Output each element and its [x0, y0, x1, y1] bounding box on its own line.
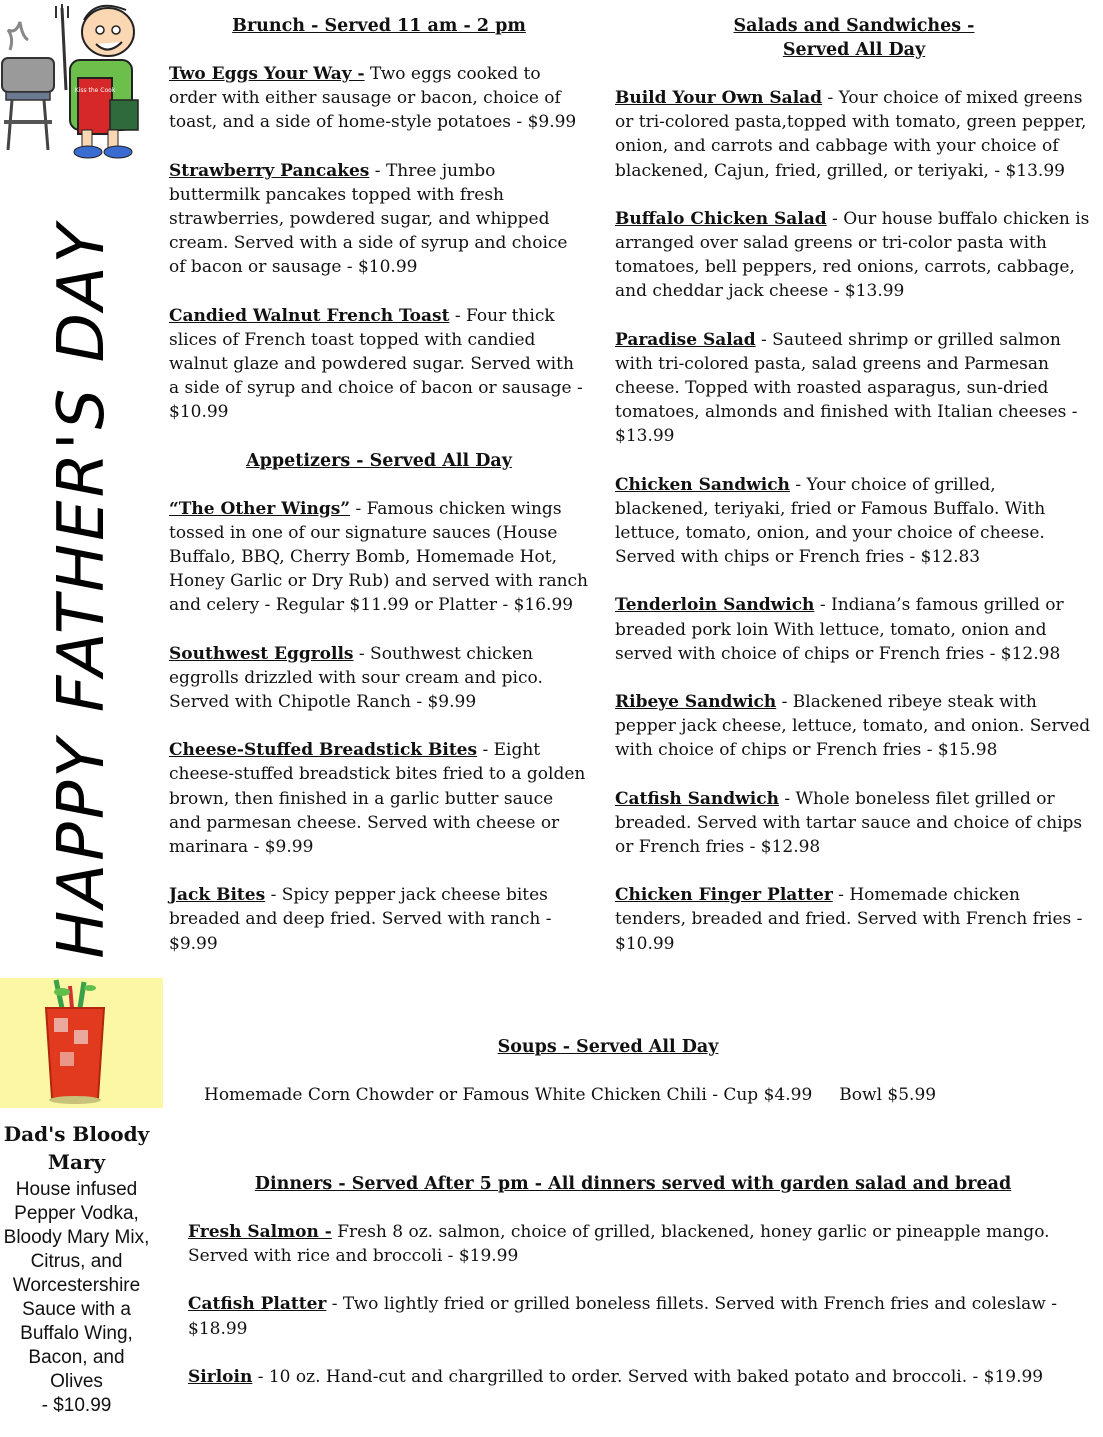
item-desc: - 10 oz. Hand-cut and chargrilled to order. Served with baked potato and broccoli. - $19.99 [252, 1366, 1044, 1387]
menu-item [615, 473, 1093, 570]
item-name: Fresh Salmon - [188, 1222, 332, 1242]
bloody-mary-image [0, 978, 163, 1108]
item-name: “The Other Wings” [169, 498, 351, 519]
chef-grill-illustration [0, 0, 160, 160]
menu-item [615, 787, 1093, 860]
item-name: Two Eggs Your Way - [169, 64, 365, 84]
item-desc: - Blackened ribeye steak with pepper jack cheese, lettuce, tomato, and onion. Served with choice of chips or French fries - $15.98 [615, 692, 1091, 761]
appetizers-heading: Appetizers - Served All Day [246, 450, 512, 471]
drink-title-line-2: Mary [47, 1150, 106, 1174]
drink-line: - $10.99 [41, 1395, 112, 1416]
left-column [169, 14, 589, 980]
item-name: Build Your Own Salad [615, 88, 823, 108]
item-name: Chicken Finger Platter [615, 885, 833, 906]
menu-item [169, 642, 589, 715]
item-name: Sirloin [188, 1366, 253, 1387]
drink-line: Pepper Vodka, [14, 1203, 139, 1224]
menu-item [188, 1365, 1088, 1389]
item-desc: - Three jumbo buttermilk pancakes topped with fresh strawberries, powdered sugar, and whipped cream. Served with a side of syrup and choice of bacon or sausage - $10.99 [169, 160, 568, 278]
menu-item [188, 1292, 1088, 1340]
dinners-heading: Dinners - Served After 5 pm - All dinners served with garden salad and bread [254, 1174, 1012, 1194]
soups-line: Homemade Corn Chowder or Famous White Chicken Chili - Cup $4.99 Bowl $5.99 [204, 1085, 937, 1105]
item-desc: - Indiana’s famous grilled or breaded pork loin With lettuce, tomato, onion and served with choice of chips or French fries - $12.98 [615, 595, 1064, 664]
item-desc: - Four thick slices of French toast topped with candied walnut glaze and powdered sugar. Served with a side of syrup and choice of bacon or sausage - $10.99 [169, 305, 583, 423]
item-name: Catfish Sandwich [615, 788, 779, 809]
menu-item [169, 738, 589, 859]
item-name: Ribeye Sandwich [615, 692, 777, 713]
menu-item [169, 304, 589, 425]
drink-line: Sauce with a [22, 1299, 131, 1320]
item-desc: - Two lightly fried or grilled boneless fillets. Served with French fries and coleslaw - $18.99 [188, 1294, 1057, 1339]
soups-heading: Soups - Served All Day [497, 1037, 719, 1057]
item-name: Catfish Platter [188, 1294, 327, 1315]
drink-line: Bacon, and Olives [28, 1347, 125, 1392]
menu-item [615, 86, 1093, 183]
menu-item [615, 207, 1093, 304]
item-desc: - Whole boneless filet grilled or breaded. Served with tartar sauce and choice of chips or French fries - $12.98 [615, 788, 1083, 858]
item-name: Buffalo Chicken Salad [615, 208, 827, 229]
drink-line: Buffalo Wing, [20, 1323, 133, 1344]
item-name: Cheese-Stuffed Breadstick Bites [169, 740, 478, 761]
right-column [615, 14, 1093, 980]
menu-item [615, 593, 1093, 666]
item-desc: - Famous chicken wings tossed in one of our signature sauces (House Buffalo, BBQ, Cherry Bomb, Homemade Hot, Honey Garlic or Dry Rub) and served with ranch and celery - Regular $11.99 or Platter - $16.99 [169, 498, 588, 616]
salads-heading-line-1: Salads and Sandwiches - [733, 16, 975, 36]
drink-description [0, 1178, 153, 1418]
drink-line: Worcestershire [12, 1275, 141, 1296]
drink-line: Bloody Mary Mix, [3, 1227, 150, 1248]
salads-heading-line-2: Served All Day [782, 40, 926, 60]
menu-item [169, 883, 589, 956]
menu-item [169, 497, 589, 618]
drink-line: Citrus, and [30, 1251, 123, 1272]
drink-title-line-1: Dad's Bloody [3, 1122, 150, 1146]
item-name: Jack Bites [169, 885, 266, 906]
menu-item [169, 159, 589, 280]
item-desc: - Southwest chicken eggrolls drizzled with sour cream and pico. Served with Chipotle Ranch - $9.99 [169, 643, 543, 713]
item-desc: - Your choice of mixed greens or tri-colored pasta,topped with tomato, green pepper, onion, and carrots and cabbage with your choice of blackened, Cajun, fried, grilled, or teriyaki, - $13.99 [615, 88, 1087, 181]
bloody-mary-glass-icon [0, 978, 163, 1108]
item-desc: - Sauteed shrimp or grilled salmon with tri-colored pasta, salad greens and Parmesan cheese. Topped with roasted asparagus, sun-dried tomatoes, almonds and finished with Italian cheeses - $13.99 [615, 329, 1078, 447]
item-desc: - Spicy pepper jack cheese bites breaded and deep fried. Served with ranch - $9.99 [169, 885, 552, 954]
apron-text: Kiss the Cook [74, 87, 116, 94]
item-desc: - Your choice of grilled, blackened, teriyaki, fried or Famous Buffalo. With lettuce, tomato, onion, and your choice of cheese. Served with chips or French fries - $12.83 [615, 474, 1046, 568]
item-name: Tenderloin Sandwich [615, 595, 815, 616]
item-desc: Two eggs cooked to order with either sausage or bacon, choice of toast, and a side of home-style potatoes - $9.99 [169, 64, 577, 133]
salads-heading [615, 14, 1093, 62]
drink-line: House infused [15, 1179, 138, 1200]
menu-item [188, 1220, 1088, 1268]
item-name: Paradise Salad [615, 329, 756, 350]
menu-item [615, 690, 1093, 763]
item-desc: - Homemade chicken tenders, breaded and fried. Served with French fries - $10.99 [615, 885, 1083, 954]
item-desc: - Eight cheese-stuffed breadstick bites fried to a golden brown, then finished in a garlic butter sauce and parmesan cheese. Served with cheese or marinara - $9.99 [169, 740, 586, 858]
menu-item [169, 62, 589, 135]
drink-title [0, 1120, 153, 1176]
item-desc: - Our house buffalo chicken is arranged over salad greens or tri-color pasta with tomatoes, bell peppers, red onions, carrots, cabbage, and cheddar jack cheese - $13.99 [615, 208, 1090, 302]
dinners-section [188, 1172, 1088, 1413]
soups-section [188, 1035, 1088, 1107]
item-name: Candied Walnut French Toast [169, 305, 450, 326]
brunch-heading: Brunch - Served 11 am - 2 pm [232, 16, 526, 36]
menu-item [615, 328, 1093, 449]
item-name: Strawberry Pancakes [169, 160, 370, 181]
happy-fathers-day-title: HAPPY FATHER'S DAY [45, 221, 119, 959]
item-name: Southwest Eggrolls [169, 643, 354, 664]
item-desc: Fresh 8 oz. salmon, choice of grilled, blackened, honey garlic or pineapple mango. Served with rice and broccoli - $19.99 [188, 1222, 1050, 1267]
item-name: Chicken Sandwich [615, 474, 790, 495]
menu-item [615, 883, 1093, 956]
